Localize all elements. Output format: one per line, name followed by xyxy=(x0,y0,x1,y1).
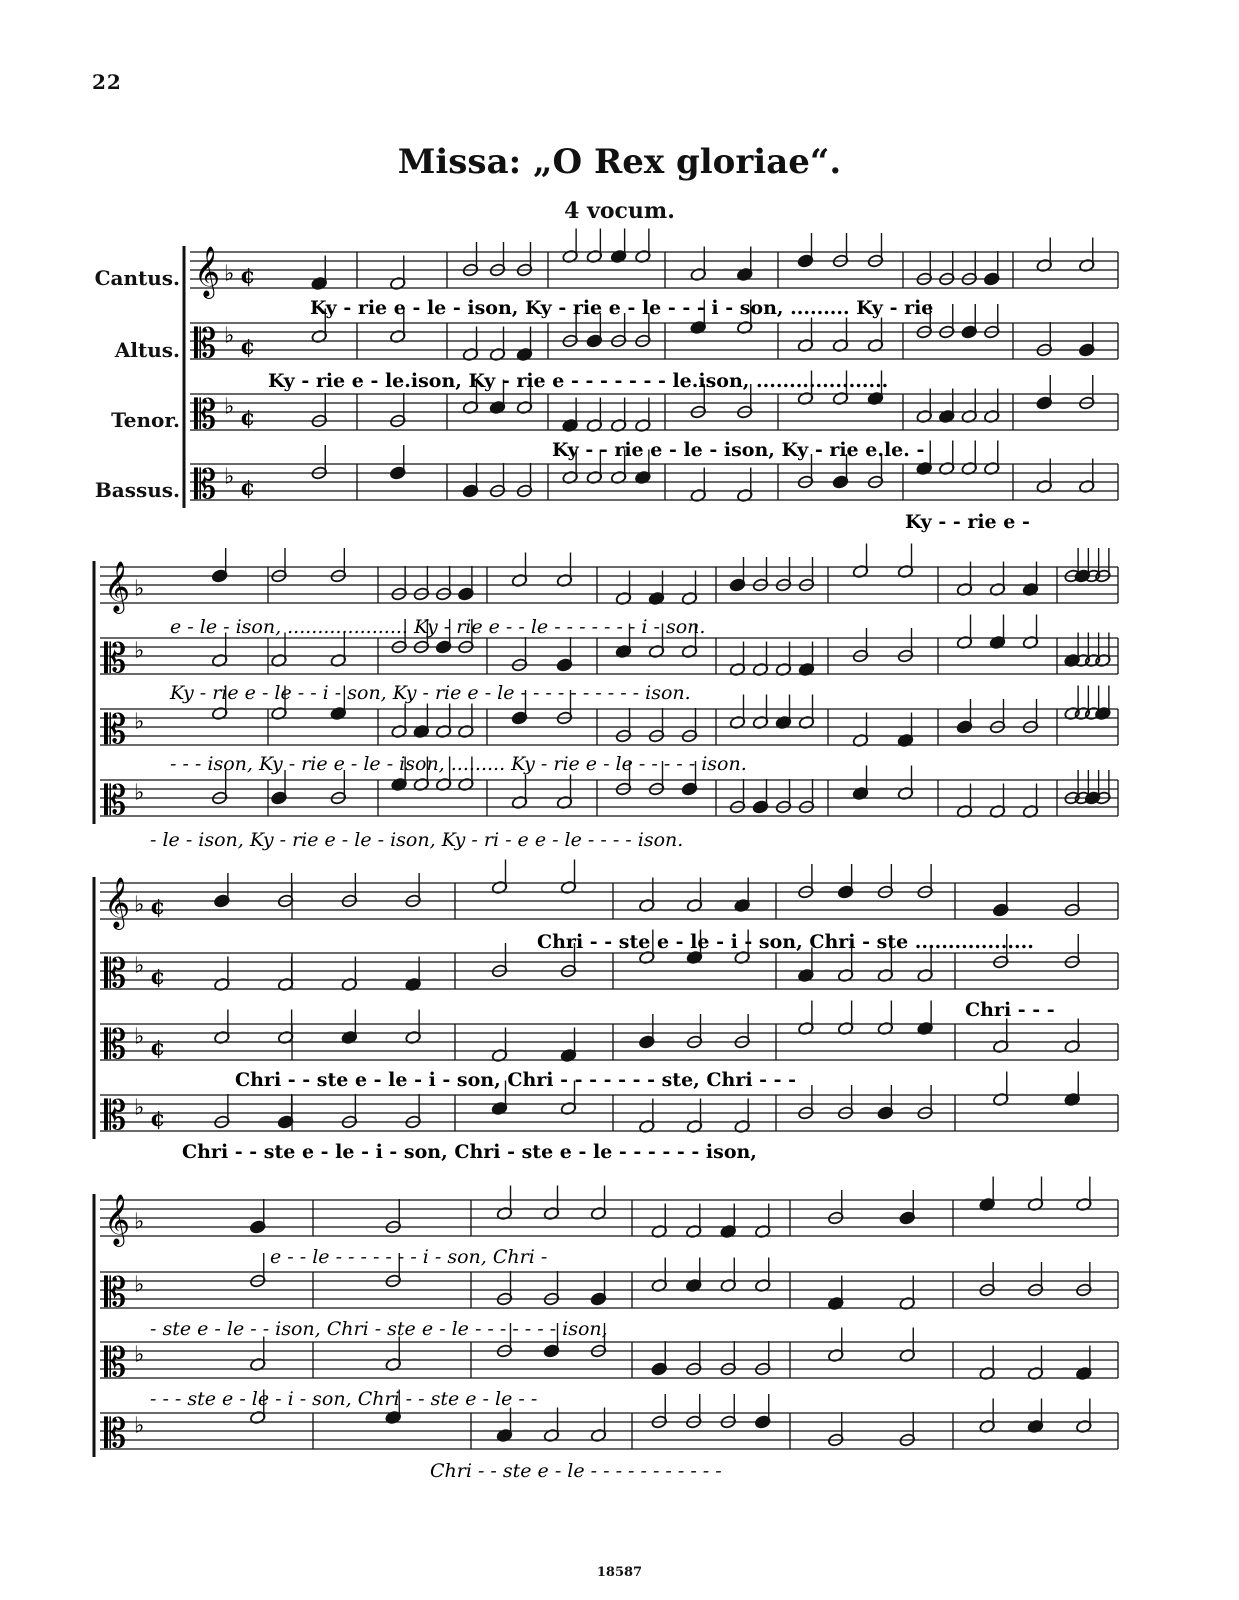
time-signature-icon: ¢ xyxy=(150,964,166,990)
flat-icon: ♭ xyxy=(134,576,145,602)
page-number: 22 xyxy=(92,70,122,94)
flat-icon: ♭ xyxy=(134,638,145,664)
lyric-line: Ky - rie e - le - ison, Ky - rie e - le - - - i - son, ......... Ky - rie xyxy=(310,297,934,319)
c-clef-icon: 𝄡 xyxy=(104,1270,127,1316)
lyric-line: Ky - rie e - le.ison, Ky - rie e - - - - - - - le.ison, .................... xyxy=(268,370,889,392)
lyric-line: Ky - - rie e - xyxy=(905,511,1030,533)
time-signature-icon: ¢ xyxy=(240,334,256,360)
c-clef-icon: 𝄡 xyxy=(194,462,217,508)
treble-clef-icon: 𝄞 xyxy=(104,877,131,928)
page-subtitle: 4 vocum. xyxy=(564,198,675,224)
lyric-line: Chri - - ste e - le - i - son, Chri - ste .................. xyxy=(537,931,1034,953)
lyric-line: Chri - - - xyxy=(965,999,1055,1021)
flat-icon: ♭ xyxy=(224,464,235,490)
flat-icon: ♭ xyxy=(134,780,145,806)
lyric-line: Ky - - rie e - le - ison, Ky - rie e.le. - xyxy=(552,439,925,461)
flat-icon: ♭ xyxy=(134,1272,145,1298)
c-clef-icon: 𝄡 xyxy=(104,1340,127,1386)
c-clef-icon: 𝄡 xyxy=(104,951,127,997)
lyric-line: e - le - ison, .................... Ky - rie e - - le - - - - - - - i - son. xyxy=(170,616,706,638)
time-signature-icon: ¢ xyxy=(150,894,166,920)
flat-icon: ♭ xyxy=(224,394,235,420)
time-signature-icon: ¢ xyxy=(240,475,256,501)
treble-clef-icon: 𝄞 xyxy=(104,561,131,612)
c-clef-icon: 𝄡 xyxy=(104,636,127,682)
lyric-line: Chri - - ste e - le - - - - - - - - - - - xyxy=(430,1460,722,1482)
flat-icon: ♭ xyxy=(134,1413,145,1439)
lyric-line: - - - ison, Ky - rie e - le - ison, ......... Ky - rie e - le - - - - - ison. xyxy=(170,753,747,775)
flat-icon: ♭ xyxy=(134,1024,145,1050)
c-clef-icon: 𝄡 xyxy=(104,1411,127,1457)
page-title: Missa: „O Rex gloriae“. xyxy=(397,142,842,182)
flat-icon: ♭ xyxy=(224,323,235,349)
c-clef-icon: 𝄡 xyxy=(104,1022,127,1068)
flat-icon: ♭ xyxy=(134,892,145,918)
time-signature-icon: ¢ xyxy=(240,263,256,289)
treble-clef-icon: 𝄞 xyxy=(104,1194,131,1245)
c-clef-icon: 𝄡 xyxy=(104,778,127,824)
lyric-line: Chri - - ste e - le - i - son, Chri - - - - - - - ste, Chri - - - xyxy=(235,1069,797,1091)
lyric-line: - - - ste e - le - i - son, Chri - - ste e - le - - xyxy=(150,1388,538,1410)
treble-clef-icon: 𝄞 xyxy=(194,246,221,297)
flat-icon: ♭ xyxy=(134,1209,145,1235)
c-clef-icon: 𝄡 xyxy=(194,321,217,367)
lyric-line: - ste e - le - - ison, Chri - ste e - le - - - - - - - ison, xyxy=(150,1318,608,1340)
flat-icon: ♭ xyxy=(134,709,145,735)
voice-label-bassus: Bassus. xyxy=(94,478,180,502)
c-clef-icon: 𝄡 xyxy=(104,707,127,753)
c-clef-icon: 𝄡 xyxy=(104,1093,127,1139)
flat-icon: ♭ xyxy=(224,261,235,287)
lyric-line: e - - le - - - - - - - i - son, Chri - xyxy=(270,1246,548,1268)
flat-icon: ♭ xyxy=(134,953,145,979)
lyric-line: - le - ison, Ky - rie e - le - ison, Ky - ri - e e - le - - - - ison. xyxy=(150,829,684,851)
voice-label-altus: Altus. xyxy=(114,338,180,362)
time-signature-icon: ¢ xyxy=(150,1106,166,1132)
flat-icon: ♭ xyxy=(134,1342,145,1368)
flat-icon: ♭ xyxy=(134,1095,145,1121)
voice-label-cantus: Cantus. xyxy=(94,266,180,290)
plate-number: 18587 xyxy=(596,1565,643,1580)
voice-label-tenor: Tenor. xyxy=(111,408,180,432)
c-clef-icon: 𝄡 xyxy=(194,392,217,438)
time-signature-icon: ¢ xyxy=(150,1035,166,1061)
lyric-line: Chri - - ste e - le - i - son, Chri - ste e - le - - - - - - ison, xyxy=(182,1141,757,1163)
lyric-line: Ky - rie e - le - - i - son, Ky - rie e - le - - - - - - - - - - ison. xyxy=(170,682,691,704)
time-signature-icon: ¢ xyxy=(240,405,256,431)
